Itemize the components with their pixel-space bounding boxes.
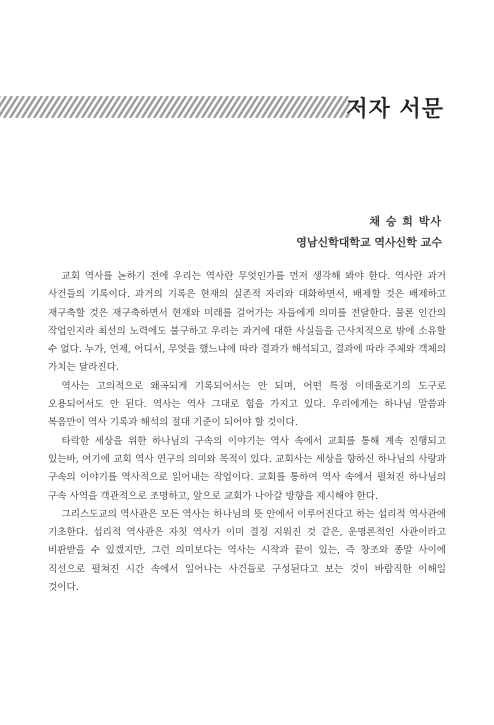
paragraph-2: 역사는 고의적으로 왜곡되게 기록되어서는 안 되며, 어떤 특정 이데올로기의 도구로 오용되어서도 안 된다. 역사는 역사 그대로 힘을 가지고 있다. 우리에게는 하나님 말씀과 복음만이 역사 기록과 해석의 절대 기준이 되어야 할 것이다. xyxy=(48,380,446,429)
paragraph-1: 교회 역사를 논하기 전에 우리는 역사란 무엇인가를 먼저 생각해 봐야 한다. 역사란 과거 사건들의 기록이다. 과거의 기록은 현재의 실존적 자리와 대화하면서, 배제할 것은 배제하고 재구축할 것은 재구축하면서 현재와 미래를 걸어가는 자들에게 의미를 전달한다. 물론 인간의 작업인지라 최선의 노력에도 불구하고 우리는 과거에 대한 사실들을 근사치적으로 밖에 소유할 수 없다. 누가, 언제, 어디서, 무엇을 했느냐에 따라 결과가 해석되고, 결과에 따라 주체와 객체의 가치는 달라진다. xyxy=(48,271,446,374)
header-stripe-band xyxy=(0,96,350,118)
author-name: 채 승 희 박사 xyxy=(369,215,442,228)
author-block xyxy=(296,213,442,251)
paragraph-3: 타락한 세상을 위한 하나님의 구속의 이야기는 역사 속에서 교회를 통해 계속 진행되고 있는바, 여기에 교회 역사 연구의 의미와 목적이 있다. 교회사는 세상을 향하신 하나님의 사랑과 구속의 이야기를 역사적으로 읽어내는 작업이다. 교회를 통하여 역사 속에서 펼쳐진 하나님의 구속 사역을 객관적으로 조명하고, 앞으로 교회가 나아갈 방향을 제시해야 한다. xyxy=(48,435,446,502)
diagonal-stripes-decoration xyxy=(0,96,350,118)
page-title: 저자 서문 xyxy=(346,97,444,122)
preface-body xyxy=(48,268,446,597)
paragraph-4: 그리스도교의 역사관은 모든 역사는 하나님의 뜻 안에서 이루어진다고 하는 섭리적 역사관에 기초한다. 섭리적 역사관은 자칫 역사가 이미 결정 지워진 것 같은, 운명론적인 사관이라고 비판받을 수 있겠지만, 그런 의미보다는 역사는 시작과 끝이 있는, 즉 창조와 종말 사이에 직선으로 펼쳐진 시간 속에서 일어나는 사건들로 구성된다고 보는 것이 바람직한 이해일 것이다. xyxy=(48,508,446,594)
author-affiliation: 영남신학대학교 역사신학 교수 xyxy=(296,236,442,249)
